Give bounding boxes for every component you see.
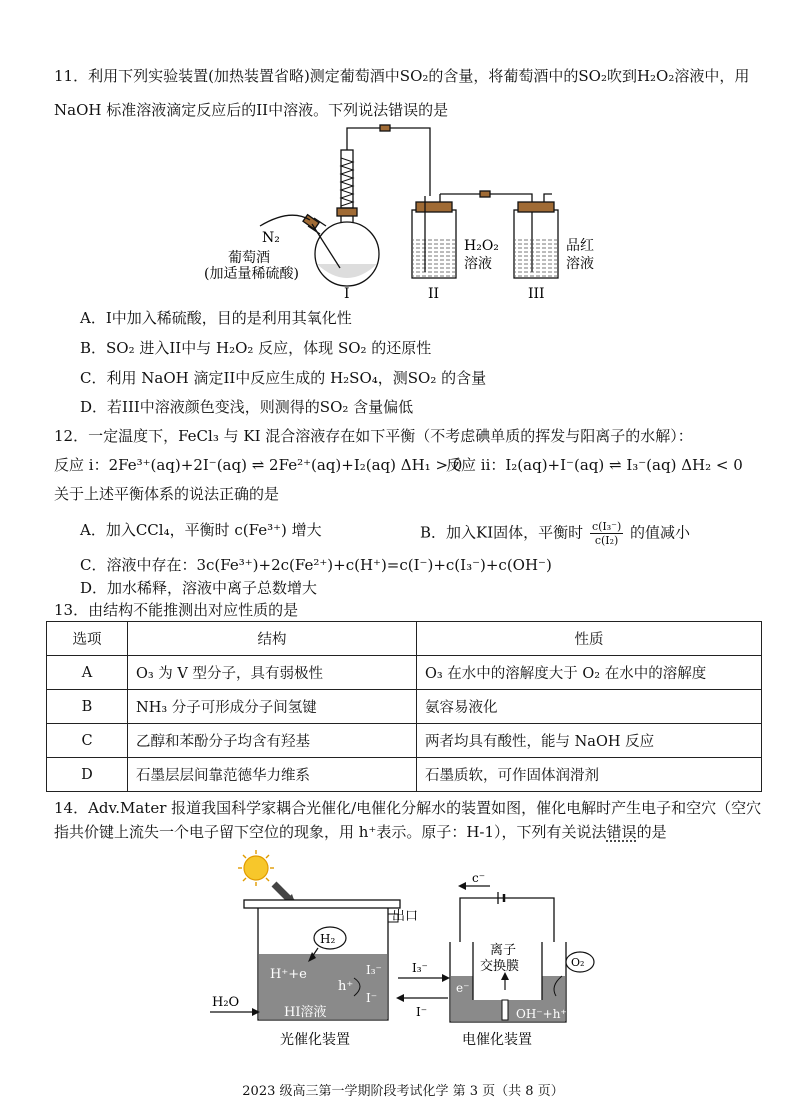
table-row (47, 690, 762, 724)
q11-option-b: B．SO₂ 进入II中与 H₂O₂ 反应，体现 SO₂ 的还原性 (80, 339, 432, 357)
q11-option-a: A．I中加入稀硫酸，目的是利用其氧化性 (80, 309, 352, 327)
table-header-cell: 选项 (47, 622, 128, 656)
table-cell: D (47, 758, 128, 792)
q11-option-d: D．若III中溶液颜色变浅，则测得的SO₂ 含量偏低 (80, 398, 414, 416)
table-cell: 两者均具有酸性，能与 NaOH 反应 (417, 724, 762, 758)
electro-device-label: 电催化装置 (462, 1032, 532, 1048)
table-header-cell: 结构 (128, 622, 417, 656)
q14-line2-c: 的是 (636, 823, 667, 841)
q13-table (46, 621, 762, 792)
q12-line1: 12．一定温度下，FeCl₃ 与 KI 混合溶液存在如下平衡（不考虑碘单质的挥发与阳离子的水解）： (54, 427, 693, 445)
page-footer: 2023 级高三第一学期阶段考试化学 第 3 页（共 8 页） (242, 1084, 564, 1099)
q14-line2-emphasis: 错误 (606, 823, 637, 841)
h-plus-e-label: H⁺+e (270, 967, 307, 982)
membrane-label-b: 交换膜 (480, 959, 520, 974)
apparatus-label-3: III (528, 286, 545, 302)
table-cell: B (47, 690, 128, 724)
hole-label: h⁺ (338, 979, 354, 994)
h2o2-label-b: 溶液 (464, 256, 492, 272)
i-minus-label: I⁻ (366, 991, 378, 1005)
q12-option-c: C．溶液中存在：3c(Fe³⁺)+2c(Fe²⁺)+c(H⁺)=c(I⁻)+c(I₃⁻)+c(OH⁻) (80, 556, 552, 574)
h2o2-label-a: H₂O₂ (464, 238, 499, 254)
membrane-label-a: 离子 (490, 943, 517, 958)
q12-option-b-fraction (590, 520, 623, 547)
hi-solution-label: HI溶液 (284, 1005, 327, 1020)
n2-label: N₂ (262, 230, 280, 246)
arrow-i-label: I⁻ (416, 1005, 428, 1019)
table-header-cell: 性质 (417, 622, 762, 656)
arrow-i3-label: I₃⁻ (412, 961, 428, 975)
sun-icon (238, 850, 274, 886)
table-row (47, 656, 762, 690)
apparatus-label-1: I (344, 286, 350, 302)
o2-label: O₂ (571, 956, 585, 969)
q14-line1: 14．Adv.Mater 报道我国科学家耦合光催化/电催化分解水的装置如图，催化电解时产生电子和空穴（空穴 (54, 799, 762, 817)
q12-reaction-ii: 反应 ii：I₂(aq)+I⁻(aq) ⇌ I₃⁻(aq) ΔH₂ < 0 (446, 456, 743, 474)
q12-line3: 关于上述平衡体系的说法正确的是 (54, 485, 280, 503)
table-cell: C (47, 724, 128, 758)
oh-h-label: OH⁻+h⁺ (516, 1007, 567, 1021)
table-row (47, 758, 762, 792)
table-cell: 石墨层层间靠范德华力维系 (128, 758, 417, 792)
electron-label: c⁻ (472, 871, 486, 885)
q12-option-a: A．加入CCl₄，平衡时 c(Fe³⁺) 增大 (80, 521, 322, 539)
apparatus-label-2: II (428, 286, 440, 302)
table-cell: NH₃ 分子可形成分子间氢键 (128, 690, 417, 724)
table-cell: 石墨质软，可作固体润滑剂 (417, 758, 762, 792)
q12-option-b-denominator: c(I₂) (594, 534, 619, 547)
q12-reaction-i: 反应 i：2Fe³⁺(aq)+2I⁻(aq) ⇌ 2Fe²⁺(aq)+I₂(aq) ΔH₁ > 0 (54, 456, 463, 474)
h2-label: H₂ (320, 932, 336, 946)
q12-option-b-post: 的值减小 (630, 523, 691, 542)
acid-label: (加适量稀硫酸) (204, 266, 299, 282)
q11-line1: 11．利用下列实验装置(加热装置省略)测定葡萄酒中SO₂的含量，将葡萄酒中的SO₂吹到H₂O₂溶液中，用 (54, 67, 750, 85)
table-row (47, 724, 762, 758)
table-cell: A (47, 656, 128, 690)
q14-line2-a: 指共价键上流失一个电子留下空位的现象，用 h⁺表示。原子：H-1），下列有关说法 (54, 823, 607, 841)
table-cell: O₃ 为 V 型分子，具有弱极性 (128, 656, 417, 690)
q13-title: 13．由结构不能推测出对应性质的是 (54, 601, 299, 619)
pinhong-label-a: 品红 (566, 238, 594, 254)
table-header-row (47, 622, 762, 656)
h2o-label: H₂O (212, 995, 240, 1010)
q12-option-b-numerator: c(I₃⁻) (591, 520, 622, 533)
q12-option-b-pre: B．加入KI固体，平衡时 (420, 523, 584, 542)
photo-device-label: 光催化装置 (280, 1032, 350, 1048)
q14-line2 (54, 822, 667, 842)
q12-option-b (420, 520, 690, 547)
q14-device-diagram (200, 850, 600, 1050)
pinhong-label-b: 溶液 (566, 256, 594, 272)
q12-option-d: D．加水稀释，溶液中离子总数增大 (80, 579, 318, 597)
q11-option-c: C．利用 NaOH 滴定II中反应生成的 H₂SO₄，测SO₂ 的含量 (80, 369, 487, 387)
q11-line2: NaOH 标准溶液滴定反应后的II中溶液。下列说法错误的是 (54, 101, 449, 119)
q11-apparatus-diagram (200, 122, 620, 302)
table-cell: 氨容易液化 (417, 690, 762, 724)
wine-label: 葡萄酒 (228, 250, 270, 266)
outlet-label: 出口 (392, 909, 419, 924)
e-minus-label: e⁻ (456, 981, 470, 995)
table-cell: 乙醇和苯酚分子均含有羟基 (128, 724, 417, 758)
table-cell: O₃ 在水中的溶解度大于 O₂ 在水中的溶解度 (417, 656, 762, 690)
i3-label: I₃⁻ (366, 963, 382, 977)
